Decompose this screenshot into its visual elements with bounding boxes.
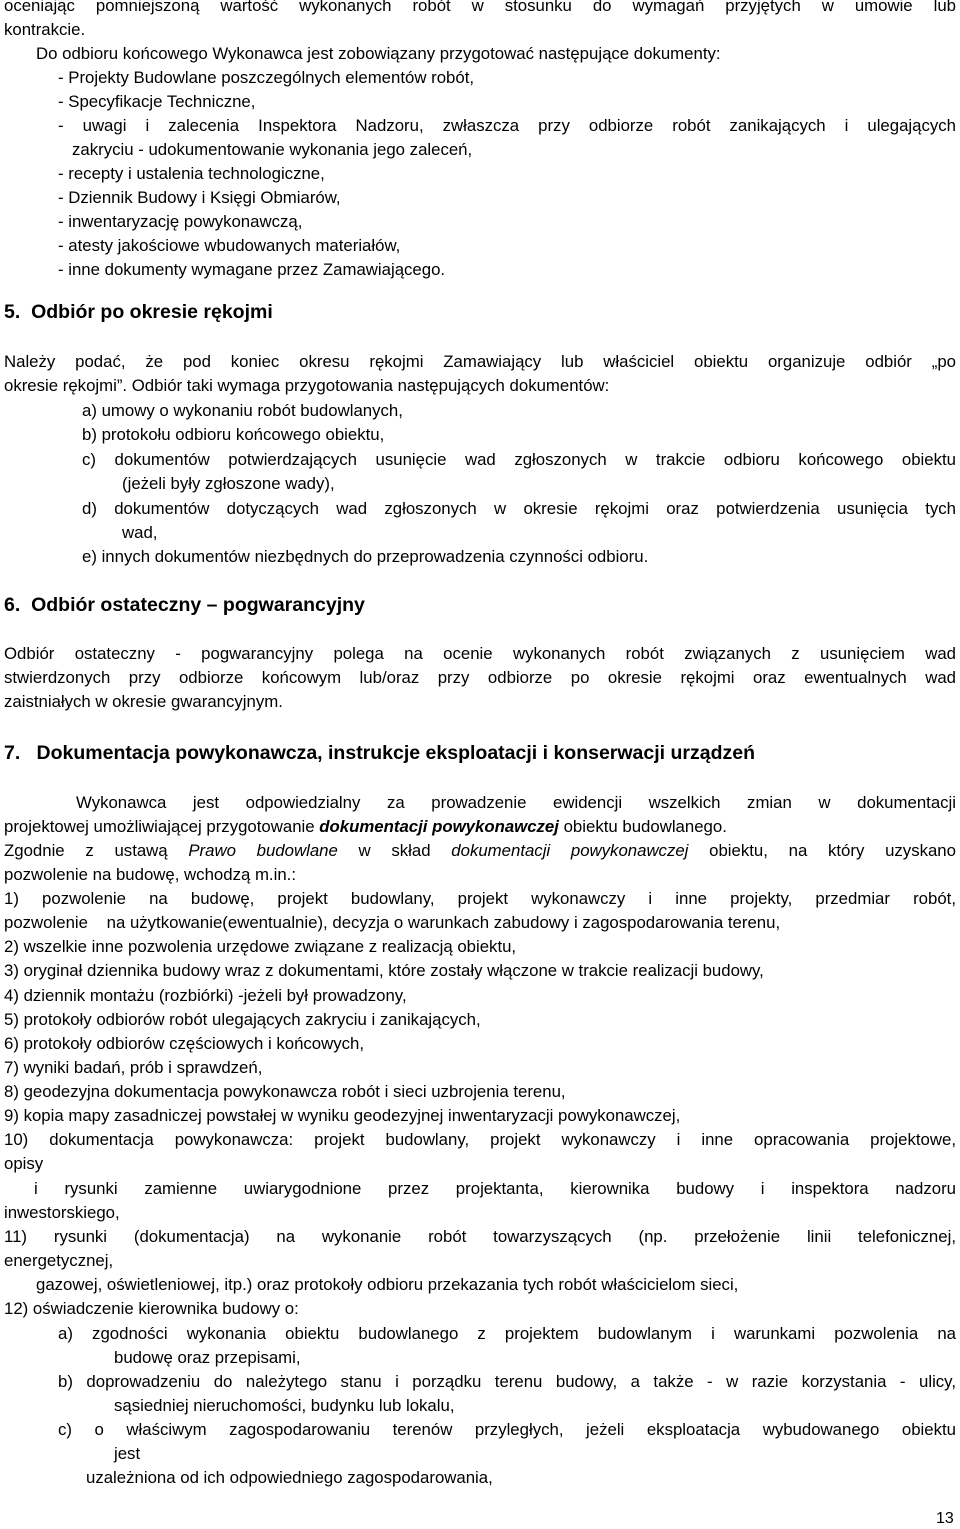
section-7-para-line: [4, 815, 727, 839]
emphasis-text: Prawo budowlane: [188, 841, 338, 860]
list-item: i rysunki zamienne uwiarygodnione przez projektanta, kierownika budowy i inspektora nadzoru: [34, 1179, 956, 1198]
intro-line-1: oceniając pomniejszoną wartość wykonanych robót w stosunku do wymagań przyjętych w umowie lub: [4, 0, 956, 15]
emphasis-text: dokumentacji powykonawczej: [319, 817, 559, 836]
list-item: inwestorskiego,: [4, 1203, 120, 1222]
list-item: 7) wyniki badań, prób i sprawdzeń,: [4, 1058, 263, 1077]
section-6-para-line: stwierdzonych przy odbiorze końcowym lub/oraz przy odbiorze po okresie rękojmi oraz ewentualnych wad: [4, 668, 956, 687]
list-item: c) o właściwym zagospodarowaniu terenów przyległych, jeżeli eksploatacja wybudowanego obiektu: [58, 1420, 956, 1439]
text-run: obiektu, na który uzyskano: [688, 841, 956, 860]
intro-line-3: Do odbioru końcowego Wykonawca jest zobowiązany przygotować następujące dokumenty:: [36, 44, 721, 63]
list-item: a) zgodności wykonania obiektu budowlanego z projektem budowlanym i warunkami pozwolenia na: [58, 1324, 956, 1343]
list-item: b) protokołu odbioru końcowego obiektu,: [82, 425, 385, 444]
section-7-para-line: Wykonawca jest odpowiedzialny za prowadzenie ewidencji wszelkich zmian w dokumentacji: [76, 793, 956, 812]
heading-text: 6. Odbiór ostateczny: [4, 594, 207, 616]
intro-line-2: kontrakcie.: [4, 20, 86, 39]
text-run: projektowej umożliwiającej przygotowanie: [4, 817, 320, 836]
list-item: - inwentaryzację powykonawczą,: [58, 212, 303, 231]
list-item: 5) protokoły odbiorów robót ulegających zakryciu i zanikających,: [4, 1010, 481, 1029]
list-item: (jeżeli były zgłoszone wady),: [122, 474, 335, 493]
text-run: obiektu budowlanego.: [558, 817, 727, 836]
list-item: - Dziennik Budowy i Księgi Obmiarów,: [58, 188, 341, 207]
list-item: - atesty jakościowe wbudowanych materiałów,: [58, 236, 401, 255]
list-item: opisy: [4, 1154, 44, 1173]
list-item: a) umowy o wykonaniu robót budowlanych,: [82, 401, 403, 420]
heading-text: pogwarancyjny: [217, 594, 365, 616]
list-item: - Specyfikacje Techniczne,: [58, 92, 256, 111]
list-item: 9) kopia mapy zasadniczej powstałej w wyniku geodezyjnej inwentaryzacji powykonawczej,: [4, 1106, 681, 1125]
text-run: Zgodnie z ustawą: [4, 841, 189, 860]
list-item: jest: [114, 1444, 141, 1463]
list-item: - Projekty Budowlane poszczególnych elementów robót,: [58, 68, 475, 87]
list-item: - recepty i ustalenia technologiczne,: [58, 164, 325, 183]
section-7-para-line: [4, 839, 956, 863]
list-item: zakryciu - udokumentowanie wykonania jego zaleceń,: [72, 140, 473, 159]
list-item: uzależniona od ich odpowiedniego zagospodarowania,: [86, 1468, 493, 1487]
section-7-para-line: pozwolenie na budowę, wchodzą m.in.:: [4, 865, 296, 884]
list-item: 6) protokoły odbiorów częściowych i końcowych,: [4, 1034, 365, 1053]
section-5-para-line: okresie rękojmi”. Odbiór taki wymaga przygotowania następujących dokumentów:: [4, 376, 610, 395]
emphasis-text: dokumentacji powykonawczej: [451, 841, 689, 860]
list-item: energetycznej,: [4, 1251, 114, 1270]
list-item: 3) oryginał dziennika budowy wraz z dokumentami, które zostały włączone w trakcie realizacji budowy,: [4, 961, 764, 980]
section-7-heading: 7. Dokumentacja powykonawcza, instrukcje eksploatacji i konserwacji urządzeń: [4, 742, 756, 764]
list-item: - inne dokumenty wymagane przez Zamawiającego.: [58, 260, 446, 279]
list-item: 2) wszelkie inne pozwolenia urzędowe związane z realizacją obiektu,: [4, 937, 517, 956]
list-item: 12) oświadczenie kierownika budowy o:: [4, 1299, 299, 1318]
list-item: budowę oraz przepisami,: [114, 1348, 301, 1367]
section-5-heading: 5. Odbiór po okresie rękojmi: [4, 301, 273, 323]
list-item: 11) rysunki (dokumentacja) na wykonanie robót towarzyszących (np. przełożenie linii telefonicznej,: [4, 1227, 956, 1246]
list-item: c) dokumentów potwierdzających usunięcie wad zgłoszonych w trakcie odbioru końcowego obiektu: [82, 450, 956, 469]
list-item: 8) geodezyjna dokumentacja powykonawcza robót i sieci uzbrojenia terenu,: [4, 1082, 566, 1101]
list-item: b) doprowadzeniu do należytego stanu i porządku terenu budowy, a także - w razie korzystania - ulicy,: [58, 1372, 956, 1391]
text-run: w skład: [337, 841, 452, 860]
list-item: sąsiedniej nieruchomości, budynku lub lokalu,: [114, 1396, 455, 1415]
section-6-heading: [4, 592, 365, 618]
list-item: wad,: [122, 523, 158, 542]
section-6-para-line: Odbiór ostateczny - pogwarancyjny polega na ocenie wykonanych robót związanych z usunięciem wad: [4, 644, 956, 663]
list-item: 10) dokumentacja powykonawcza: projekt budowlany, projekt wykonawczy i inne opracowania projektowe,: [4, 1130, 956, 1149]
list-item: 1) pozwolenie na budowę, projekt budowlany, projekt wykonawczy i inne projekty, przedmiar robót,: [4, 889, 956, 908]
list-item: pozwolenie na użytkowanie(ewentualnie), decyzja o warunkach zabudowy i zagospodarowania terenu,: [4, 913, 781, 932]
list-item: d) dokumentów dotyczących wad zgłoszonych w okresie rękojmi oraz potwierdzenia usunięcia tych: [82, 499, 956, 518]
section-5-para-line: Należy podać, że pod koniec okresu rękojmi Zamawiający lub właściciel obiektu organizuje odbiór „po: [4, 352, 956, 371]
heading-dash: –: [206, 594, 218, 616]
list-item: 4) dziennik montażu (rozbiórki) -jeżeli był prowadzony,: [4, 986, 407, 1005]
list-item: - uwagi i zalecenia Inspektora Nadzoru, zwłaszcza przy odbiorze robót zanikających i ulegających: [58, 116, 956, 135]
list-item: gazowej, oświetleniowej, itp.) oraz protokoły odbioru przekazania tych robót właścicielom sieci,: [36, 1275, 739, 1294]
page-number: 13: [936, 1510, 954, 1527]
list-item: e) innych dokumentów niezbędnych do przeprowadzenia czynności odbioru.: [82, 547, 649, 566]
section-6-para-line: zaistniałych w okresie gwarancyjnym.: [4, 692, 283, 711]
